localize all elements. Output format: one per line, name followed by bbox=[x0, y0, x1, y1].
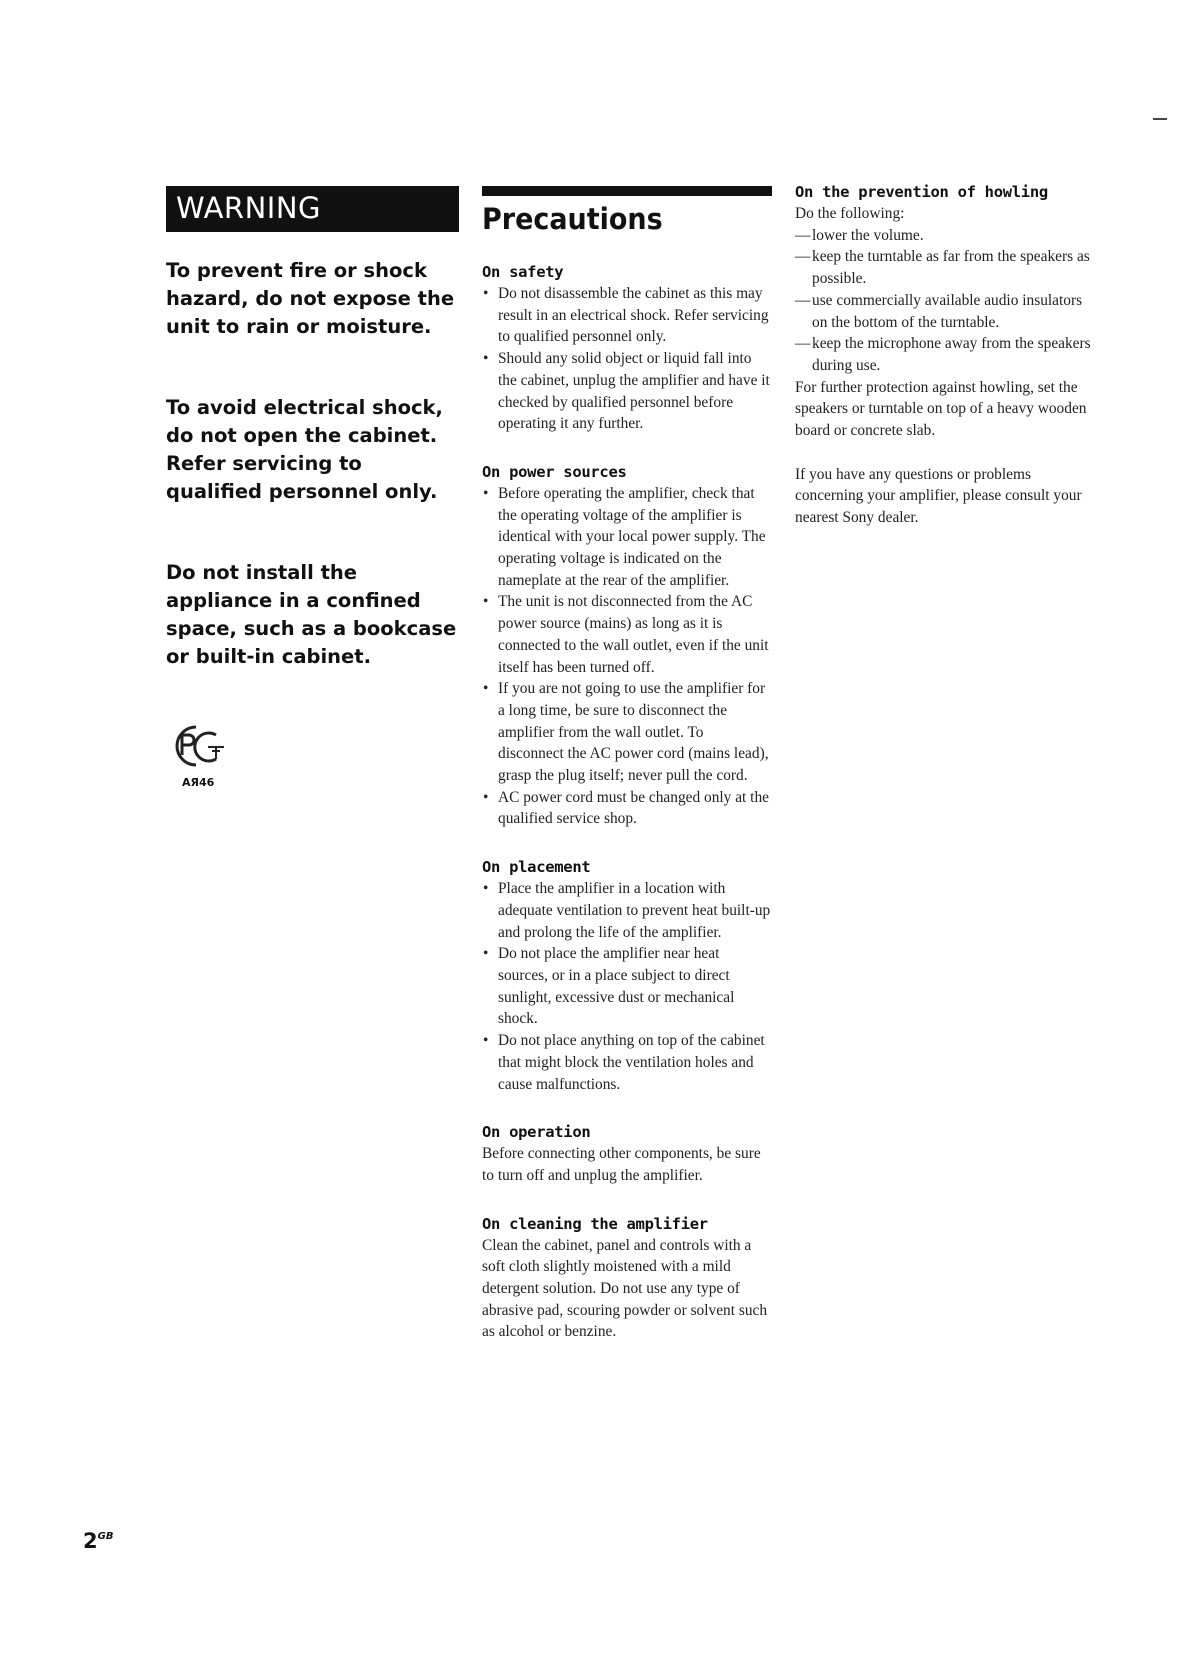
list-item: • The unit is not disconnected from the AC power source (mains) as long as it is connected to the wall outlet, even if the unit itself has been turned off. bbox=[482, 591, 772, 678]
certification-code: AЯ46 bbox=[182, 776, 215, 789]
howling-intro: Do the following: bbox=[795, 205, 905, 222]
page-number-value: 2 bbox=[83, 1529, 98, 1553]
list-item: — keep the turntable as far from the speakers as possible. bbox=[795, 246, 1095, 289]
section-heading: On power sources bbox=[482, 462, 627, 481]
page-title: Precautions bbox=[482, 202, 663, 236]
section-heading: On cleaning the amplifier bbox=[482, 1214, 708, 1233]
section-heading: On operation bbox=[482, 1123, 591, 1142]
corner-mark bbox=[1153, 118, 1167, 120]
section-on-power-sources bbox=[482, 461, 772, 830]
list-item: — lower the volume. bbox=[795, 225, 1095, 247]
section-text: Before connecting other components, be sure to turn off and unplug the amplifier. bbox=[482, 1145, 761, 1184]
warning-paragraph-confined-space: Do not install the appliance in a confined space, such as a bookcase or built-in cabinet. bbox=[166, 561, 457, 668]
list-item: • Before operating the amplifier, check that the operating voltage of the amplifier is identical with your local power supply. The operating voltage is indicated on the nameplate at the rear of the amplifier. bbox=[482, 483, 772, 592]
warning-label: WARNING bbox=[176, 191, 321, 225]
questions-note: If you have any questions or problems concerning your amplifier, please consult your nearest Sony dealer. bbox=[795, 465, 1082, 527]
title-rule bbox=[482, 186, 772, 196]
list-item: • Do not place anything on top of the cabinet that might block the ventilation holes and cause malfunctions. bbox=[482, 1030, 772, 1095]
section-on-operation bbox=[482, 1121, 772, 1186]
list-item: • Do not disassemble the cabinet as this may result in an electrical shock. Refer servicing to qualified personnel only. bbox=[482, 283, 772, 348]
list-item: • Place the amplifier in a location with adequate ventilation to prevent heat built-up and prolong the life of the amplifier. bbox=[482, 878, 772, 943]
list-item: • AC power cord must be changed only at the qualified service shop. bbox=[482, 787, 772, 830]
precautions-column bbox=[482, 186, 772, 1343]
page-number bbox=[83, 1529, 113, 1553]
warning-banner bbox=[166, 186, 459, 232]
section-on-placement bbox=[482, 856, 772, 1095]
section-on-cleaning bbox=[482, 1213, 772, 1344]
certification-logo bbox=[168, 721, 238, 789]
warning-column bbox=[166, 186, 461, 789]
list-item: — keep the microphone away from the speakers during use. bbox=[795, 333, 1095, 376]
section-heading: On placement bbox=[482, 858, 591, 877]
howling-column bbox=[795, 181, 1095, 529]
section-text: Clean the cabinet, panel and controls with a soft cloth slightly moistened with a mild detergent solution. Do not use any type of abrasive pad, scouring powder or solvent such as alcohol or benzine. bbox=[482, 1236, 768, 1341]
section-heading: On safety bbox=[482, 263, 564, 281]
pct-certification-icon bbox=[168, 721, 230, 769]
warning-paragraph-moisture: To prevent fire or shock hazard, do not expose the unit to rain or moisture. bbox=[166, 259, 455, 338]
howling-further-protection: For further protection against howling, set the speakers or turntable on top of a heavy wooden board or concrete slab. bbox=[795, 378, 1087, 440]
list-item: • If you are not going to use the amplifier for a long time, be sure to disconnect the amplifier from the wall outlet. To disconnect the AC power cord (mains lead), grasp the plug itself; never pull the cord. bbox=[482, 678, 772, 787]
list-item: — use commercially available audio insulators on the bottom of the turntable. bbox=[795, 290, 1095, 333]
list-item: • Do not place the amplifier near heat sources, or in a place subject to direct sunlight, excessive dust or mechanical shock. bbox=[482, 943, 772, 1030]
section-on-safety bbox=[482, 261, 772, 435]
list-item: • Should any solid object or liquid fall into the cabinet, unplug the amplifier and have it checked by qualified personnel before operating it any further. bbox=[482, 348, 772, 435]
page-number-suffix: GB bbox=[97, 1531, 114, 1542]
section-heading: On the prevention of howling bbox=[795, 183, 1048, 201]
warning-paragraph-shock: To avoid electrical shock, do not open the cabinet. Refer servicing to qualified personnel only. bbox=[166, 396, 443, 503]
